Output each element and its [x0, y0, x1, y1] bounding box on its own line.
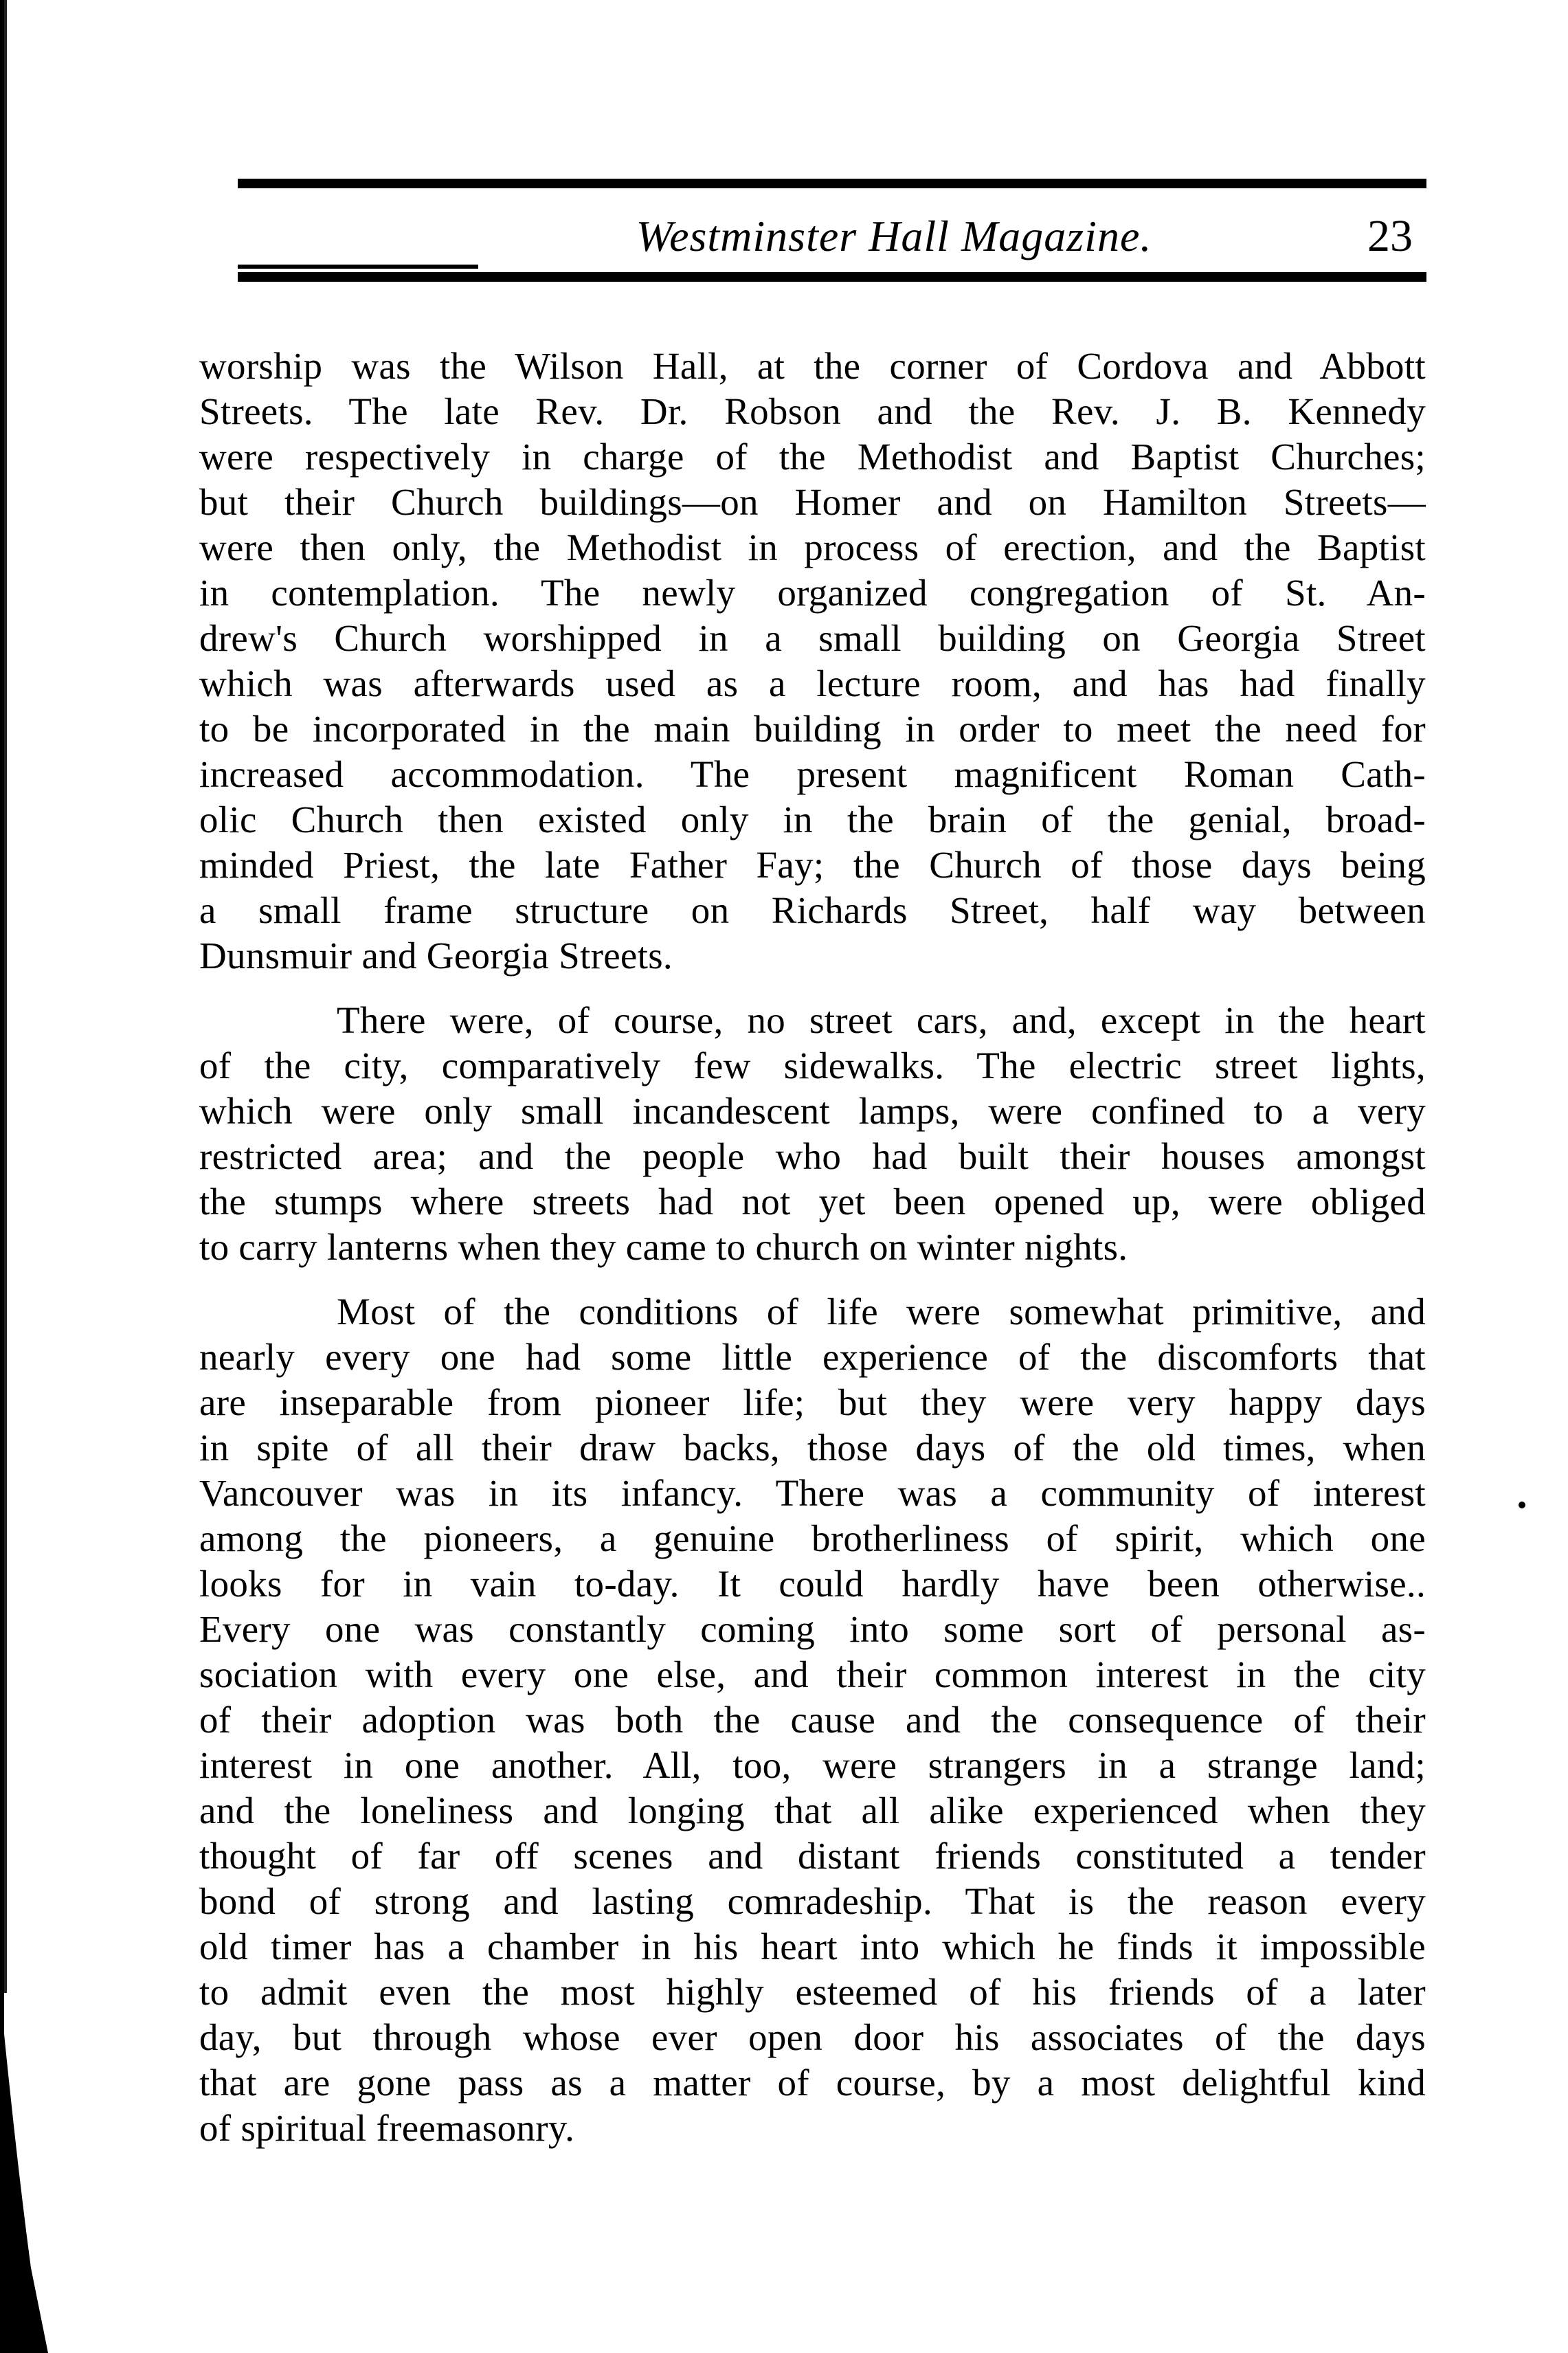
text-line: bond of strong and lasting comradeship. That is the reason every — [199, 1880, 1426, 1922]
header-rule-bottom — [238, 272, 1426, 282]
text-line: in spite of all their draw backs, those days of the old times, when — [199, 1427, 1426, 1469]
text-line: old timer has a chamber in his heart into which he finds it impossible — [199, 1926, 1426, 1967]
ink-speck — [1519, 1502, 1525, 1508]
text-line: of the city, comparatively few sidewalks. The electric street lights, — [199, 1045, 1426, 1086]
header-rule-top — [238, 179, 1426, 188]
text-line: and the loneliness and longing that all alike experienced when they — [199, 1789, 1426, 1831]
text-line: Dunsmuir and Georgia Streets. — [199, 935, 673, 977]
text-line: looks for in vain to-day. It could hardly have been otherwise.. — [199, 1563, 1426, 1605]
text-line: Most of the conditions of life were somewhat primitive, and — [337, 1291, 1426, 1332]
text-line: nearly every one had some little experience of the discomforts that — [199, 1336, 1426, 1378]
text-line: but their Church buildings—on Homer and on Hamilton Streets— — [199, 481, 1426, 523]
text-line: olic Church then existed only in the brain of the genial, broad- — [199, 799, 1426, 840]
text-line: restricted area; and the people who had built their houses amongst — [199, 1135, 1426, 1177]
running-head — [238, 206, 1426, 268]
text-line: Every one was constantly coming into some sort of personal as- — [199, 1608, 1426, 1650]
text-line: There were, of course, no street cars, and, except in the heart — [337, 999, 1426, 1041]
text-line: increased accommodation. The present magnificent Roman Cath- — [199, 753, 1426, 795]
text-line: the stumps where streets had not yet been opened up, were obliged — [199, 1181, 1426, 1223]
text-line: drew's Church worshipped in a small building on Georgia Street — [199, 617, 1426, 659]
text-line: Streets. The late Rev. Dr. Robson and the Rev. J. B. Kennedy — [199, 390, 1426, 432]
text-line: minded Priest, the late Father Fay; the Church of those days being — [199, 844, 1426, 886]
text-line: which was afterwards used as a lecture room, and has had finally — [199, 662, 1426, 704]
text-line: thought of far off scenes and distant friends constituted a tender — [199, 1835, 1426, 1877]
paragraph-3 — [199, 1289, 1426, 2151]
text-line: that are gone pass as a matter of course, by a most delightful kind — [199, 2062, 1426, 2104]
page-edge-shadow — [0, 0, 48, 2353]
page-number: 23 — [1367, 211, 1413, 261]
running-title: Westminster Hall Magazine. — [636, 212, 1152, 260]
text-line: were then only, the Methodist in process of erection, and the Baptist — [199, 526, 1426, 568]
text-line: among the pioneers, a genuine brotherliness of spirit, which one — [199, 1517, 1426, 1559]
text-line: Vancouver was in its infancy. There was a community of interest — [199, 1472, 1426, 1514]
text-line: in contemplation. The newly organized congregation of St. An- — [199, 572, 1426, 614]
body-text — [199, 344, 1426, 2151]
text-line: day, but through whose ever open door his associates of the days — [199, 2016, 1426, 2058]
text-line: worship was the Wilson Hall, at the corner of Cordova and Abbott — [199, 345, 1426, 387]
text-line: of spiritual freemasonry. — [199, 2107, 575, 2149]
text-line: to carry lanterns when they came to church on winter nights. — [199, 1226, 1128, 1268]
text-line: were respectively in charge of the Methodist and Baptist Churches; — [199, 436, 1426, 478]
paragraph-1 — [199, 344, 1426, 979]
text-line: which were only small incandescent lamps, were confined to a very — [199, 1090, 1426, 1132]
paragraph-2 — [199, 998, 1426, 1270]
text-line: interest in one another. All, too, were strangers in a strange land; — [199, 1744, 1426, 1786]
text-line: sociation with every one else, and their common interest in the city — [199, 1653, 1426, 1695]
text-line: of their adoption was both the cause and the consequence of their — [199, 1699, 1426, 1741]
text-line: to admit even the most highly esteemed of his friends of a later — [199, 1971, 1426, 2013]
header-rule-bottom-thin — [238, 265, 478, 269]
text-line: a small frame structure on Richards Street, half way between — [199, 889, 1426, 931]
text-line: are inseparable from pioneer life; but they were very happy days — [199, 1381, 1426, 1423]
text-line: to be incorporated in the main building in order to meet the need for — [199, 708, 1426, 750]
